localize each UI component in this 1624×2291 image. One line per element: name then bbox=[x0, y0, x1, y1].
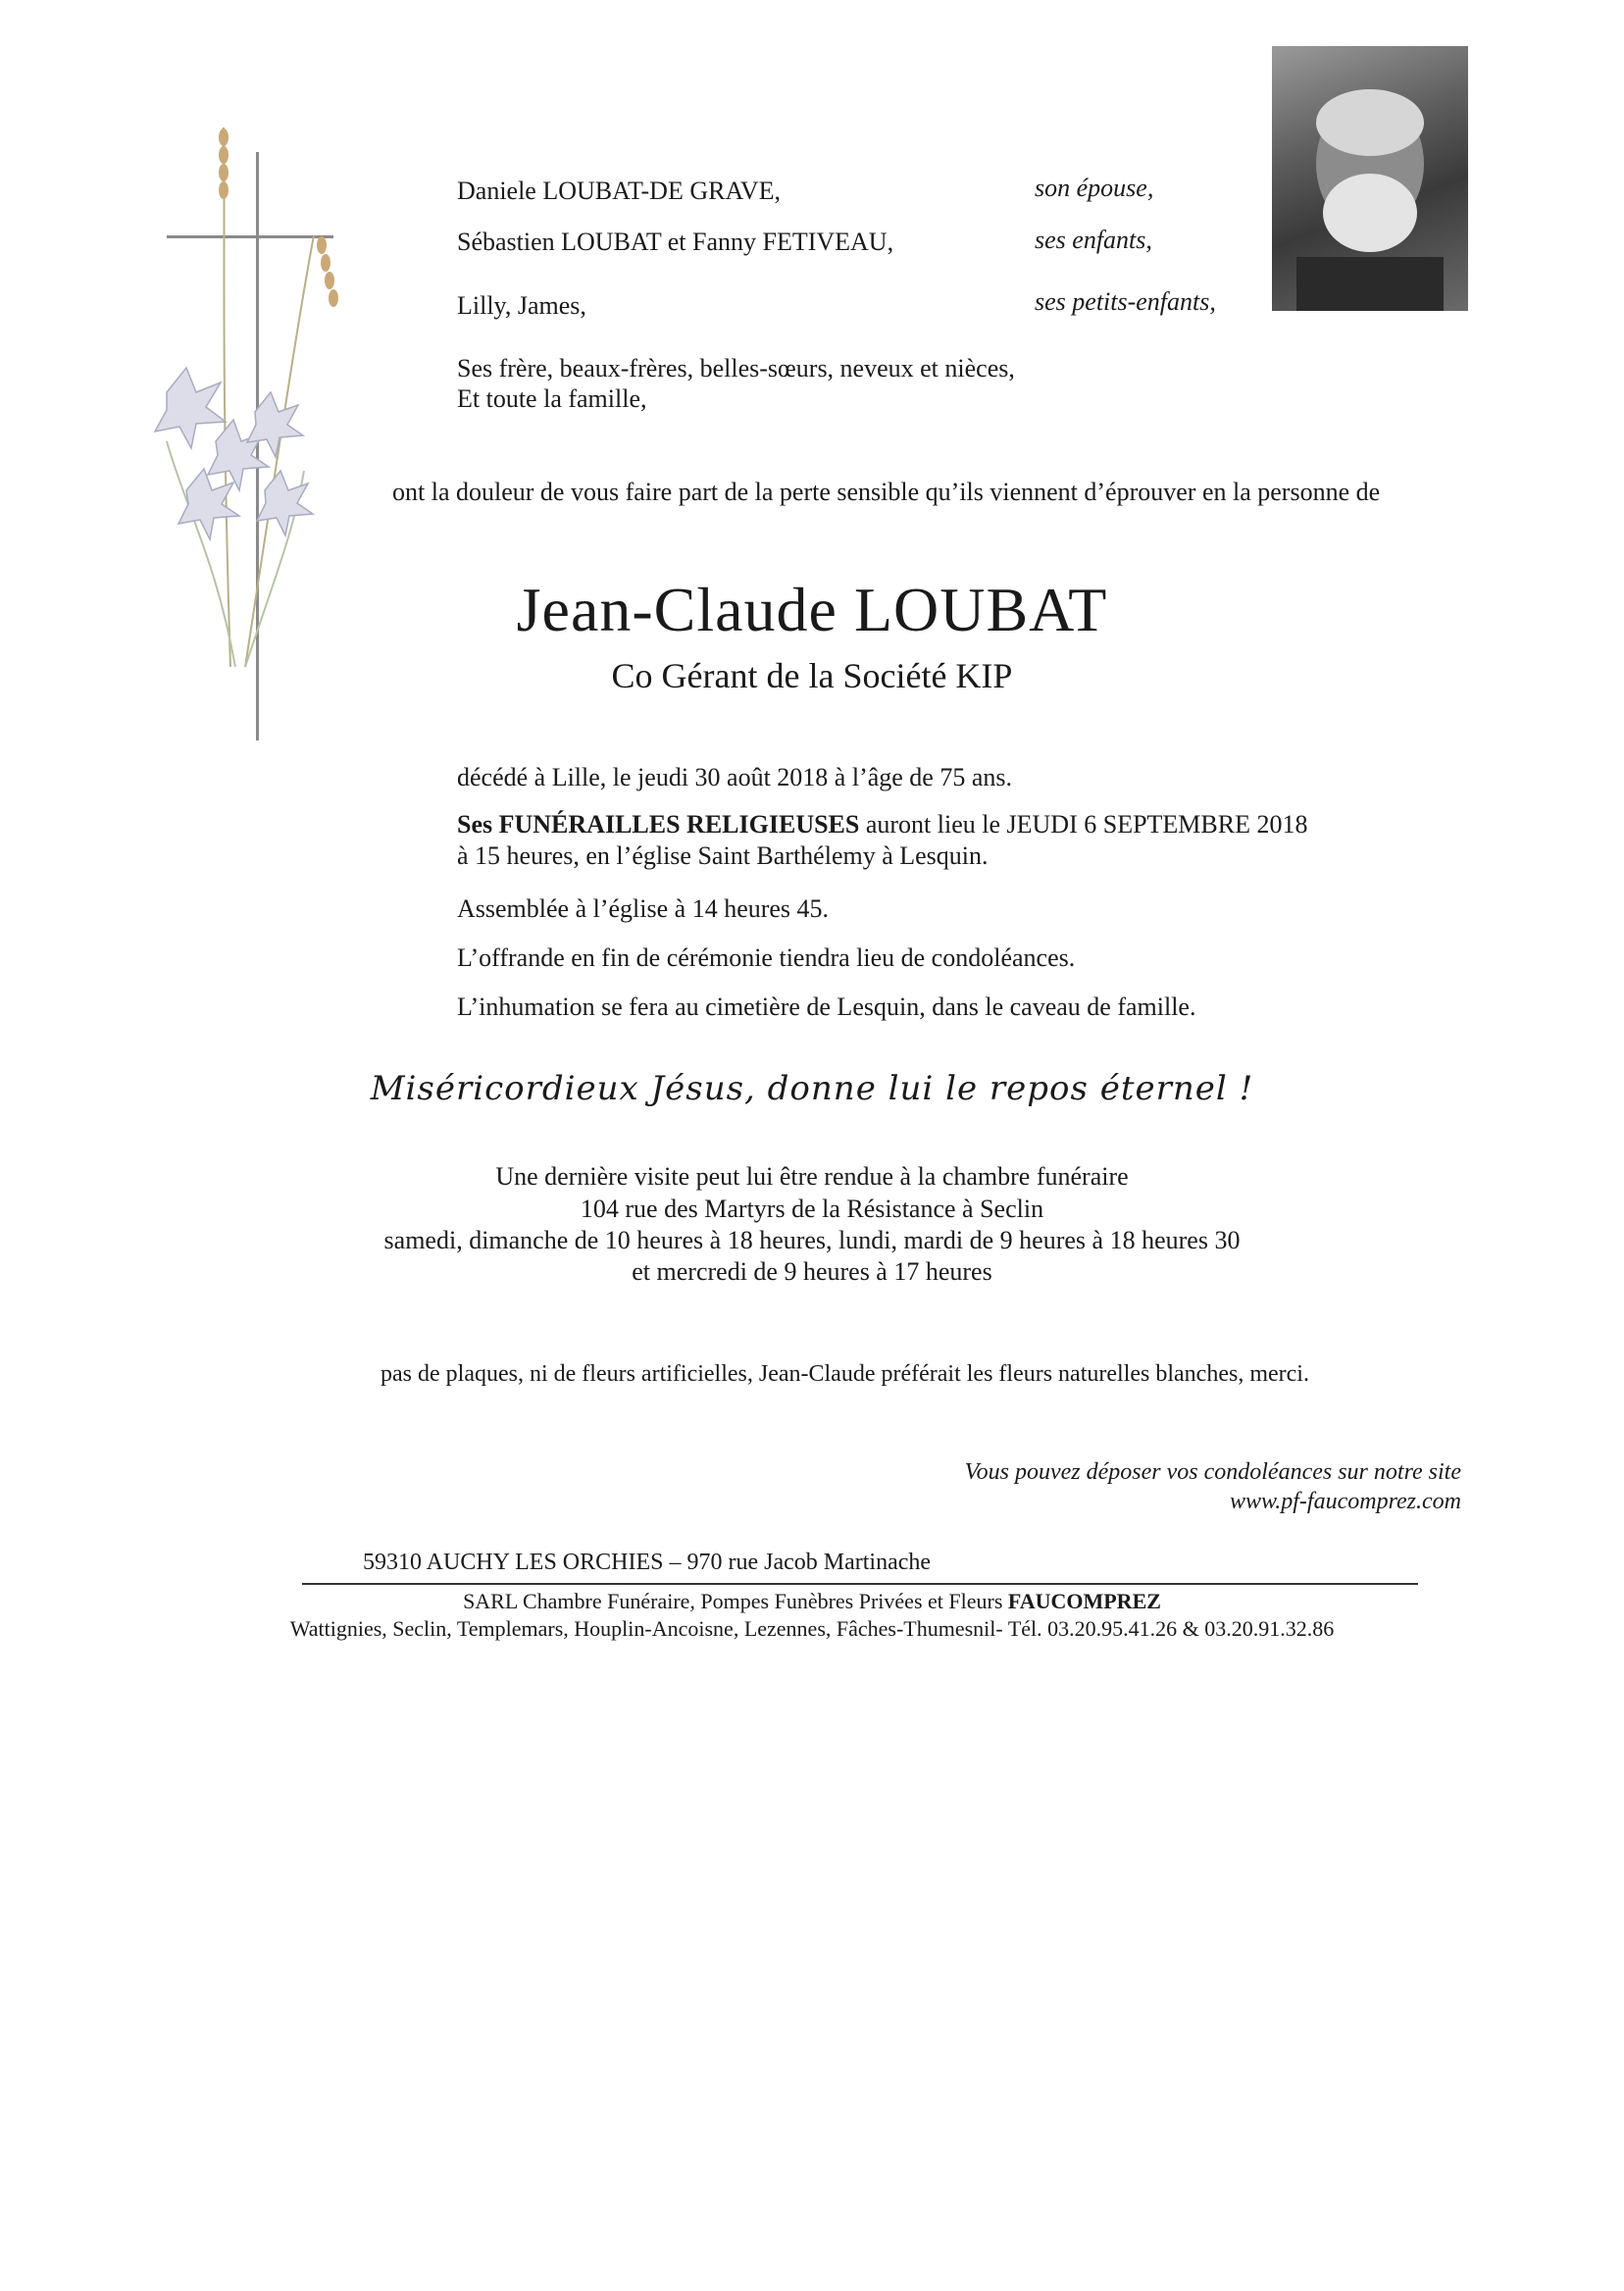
extended-family-line: Et toute la famille, bbox=[457, 384, 647, 413]
family-member-name: Lilly, James, bbox=[457, 291, 586, 320]
funeral-info bbox=[457, 810, 1308, 840]
flowers-note: pas de plaques, ni de fleurs artificielles, Jean-Claude préférait les fleurs naturelles blanches, merci. bbox=[381, 1361, 1309, 1387]
prayer-text: Miséricordieux Jésus, donne lui le repos éternel ! bbox=[370, 1069, 1254, 1108]
funeral-label: Ses FUNÉRAILLES RELIGIEUSES bbox=[457, 810, 860, 839]
condolences-line: Vous pouvez déposer vos condoléances sur notre site bbox=[964, 1459, 1461, 1485]
offering-info: L’offrande en fin de cérémonie tiendra lieu de condoléances. bbox=[457, 943, 1076, 972]
footer-address: 59310 AUCHY LES ORCHIES – 970 rue Jacob Martinache bbox=[363, 1550, 932, 1575]
deceased-title: Co Gérant de la Société KIP bbox=[611, 656, 1013, 695]
family-member-relation: son épouse, bbox=[1035, 174, 1154, 202]
assembly-info: Assemblée à l’église à 14 heures 45. bbox=[457, 894, 830, 923]
visit-hours: et mercredi de 9 heures à 17 heures bbox=[632, 1257, 992, 1286]
cross-lily-illustration bbox=[127, 118, 382, 745]
visit-address: 104 rue des Martyrs de la Résistance à Seclin bbox=[580, 1195, 1044, 1223]
announcement-text: ont la douleur de vous faire part de la perte sensible qu’ils viennent d’éprouver en la personne de bbox=[392, 478, 1381, 506]
footer-company-prefix: SARL Chambre Funéraire, Pompes Funèbres Privées et Fleurs bbox=[463, 1589, 1008, 1613]
visit-hours: samedi, dimanche de 10 heures à 18 heures, lundi, mardi de 9 heures à 18 heures 30 bbox=[383, 1226, 1241, 1254]
visit-line: Une dernière visite peut lui être rendue à la chambre funéraire bbox=[495, 1162, 1129, 1191]
footer-company bbox=[0, 1589, 1624, 1614]
funeral-location: à 15 heures, en l’église Saint Barthélemy à Lesquin. bbox=[457, 841, 989, 870]
funeral-date: auront lieu le JEUDI 6 SEPTEMBRE 2018 bbox=[859, 810, 1308, 839]
deceased-name: Jean-Claude LOUBAT bbox=[516, 575, 1108, 644]
family-member-name: Daniele LOUBAT-DE GRAVE, bbox=[457, 177, 782, 205]
footer-locations: Wattignies, Seclin, Templemars, Houplin-Ancoisne, Lezennes, Fâches-Thumesnil- Tél. 03.20.95.41.26 & 03.20.91.32.86 bbox=[289, 1616, 1335, 1641]
condolences-website[interactable]: www.pf-faucomprez.com bbox=[1230, 1489, 1461, 1514]
footer-company-name: FAUCOMPREZ bbox=[1007, 1589, 1161, 1613]
extended-family-line: Ses frère, beaux-frères, belles-sœurs, neveux et nièces, bbox=[457, 354, 1015, 382]
family-member-relation: ses petits-enfants, bbox=[1035, 287, 1216, 316]
deceased-photo bbox=[1272, 46, 1468, 311]
footer-divider bbox=[302, 1583, 1418, 1585]
family-member-relation: ses enfants, bbox=[1035, 226, 1152, 254]
family-member-name: Sébastien LOUBAT et Fanny FETIVEAU, bbox=[457, 228, 894, 256]
burial-info: L’inhumation se fera au cimetière de Lesquin, dans le caveau de famille. bbox=[457, 993, 1196, 1021]
death-info: décédé à Lille, le jeudi 30 août 2018 à l’âge de 75 ans. bbox=[457, 763, 1013, 791]
